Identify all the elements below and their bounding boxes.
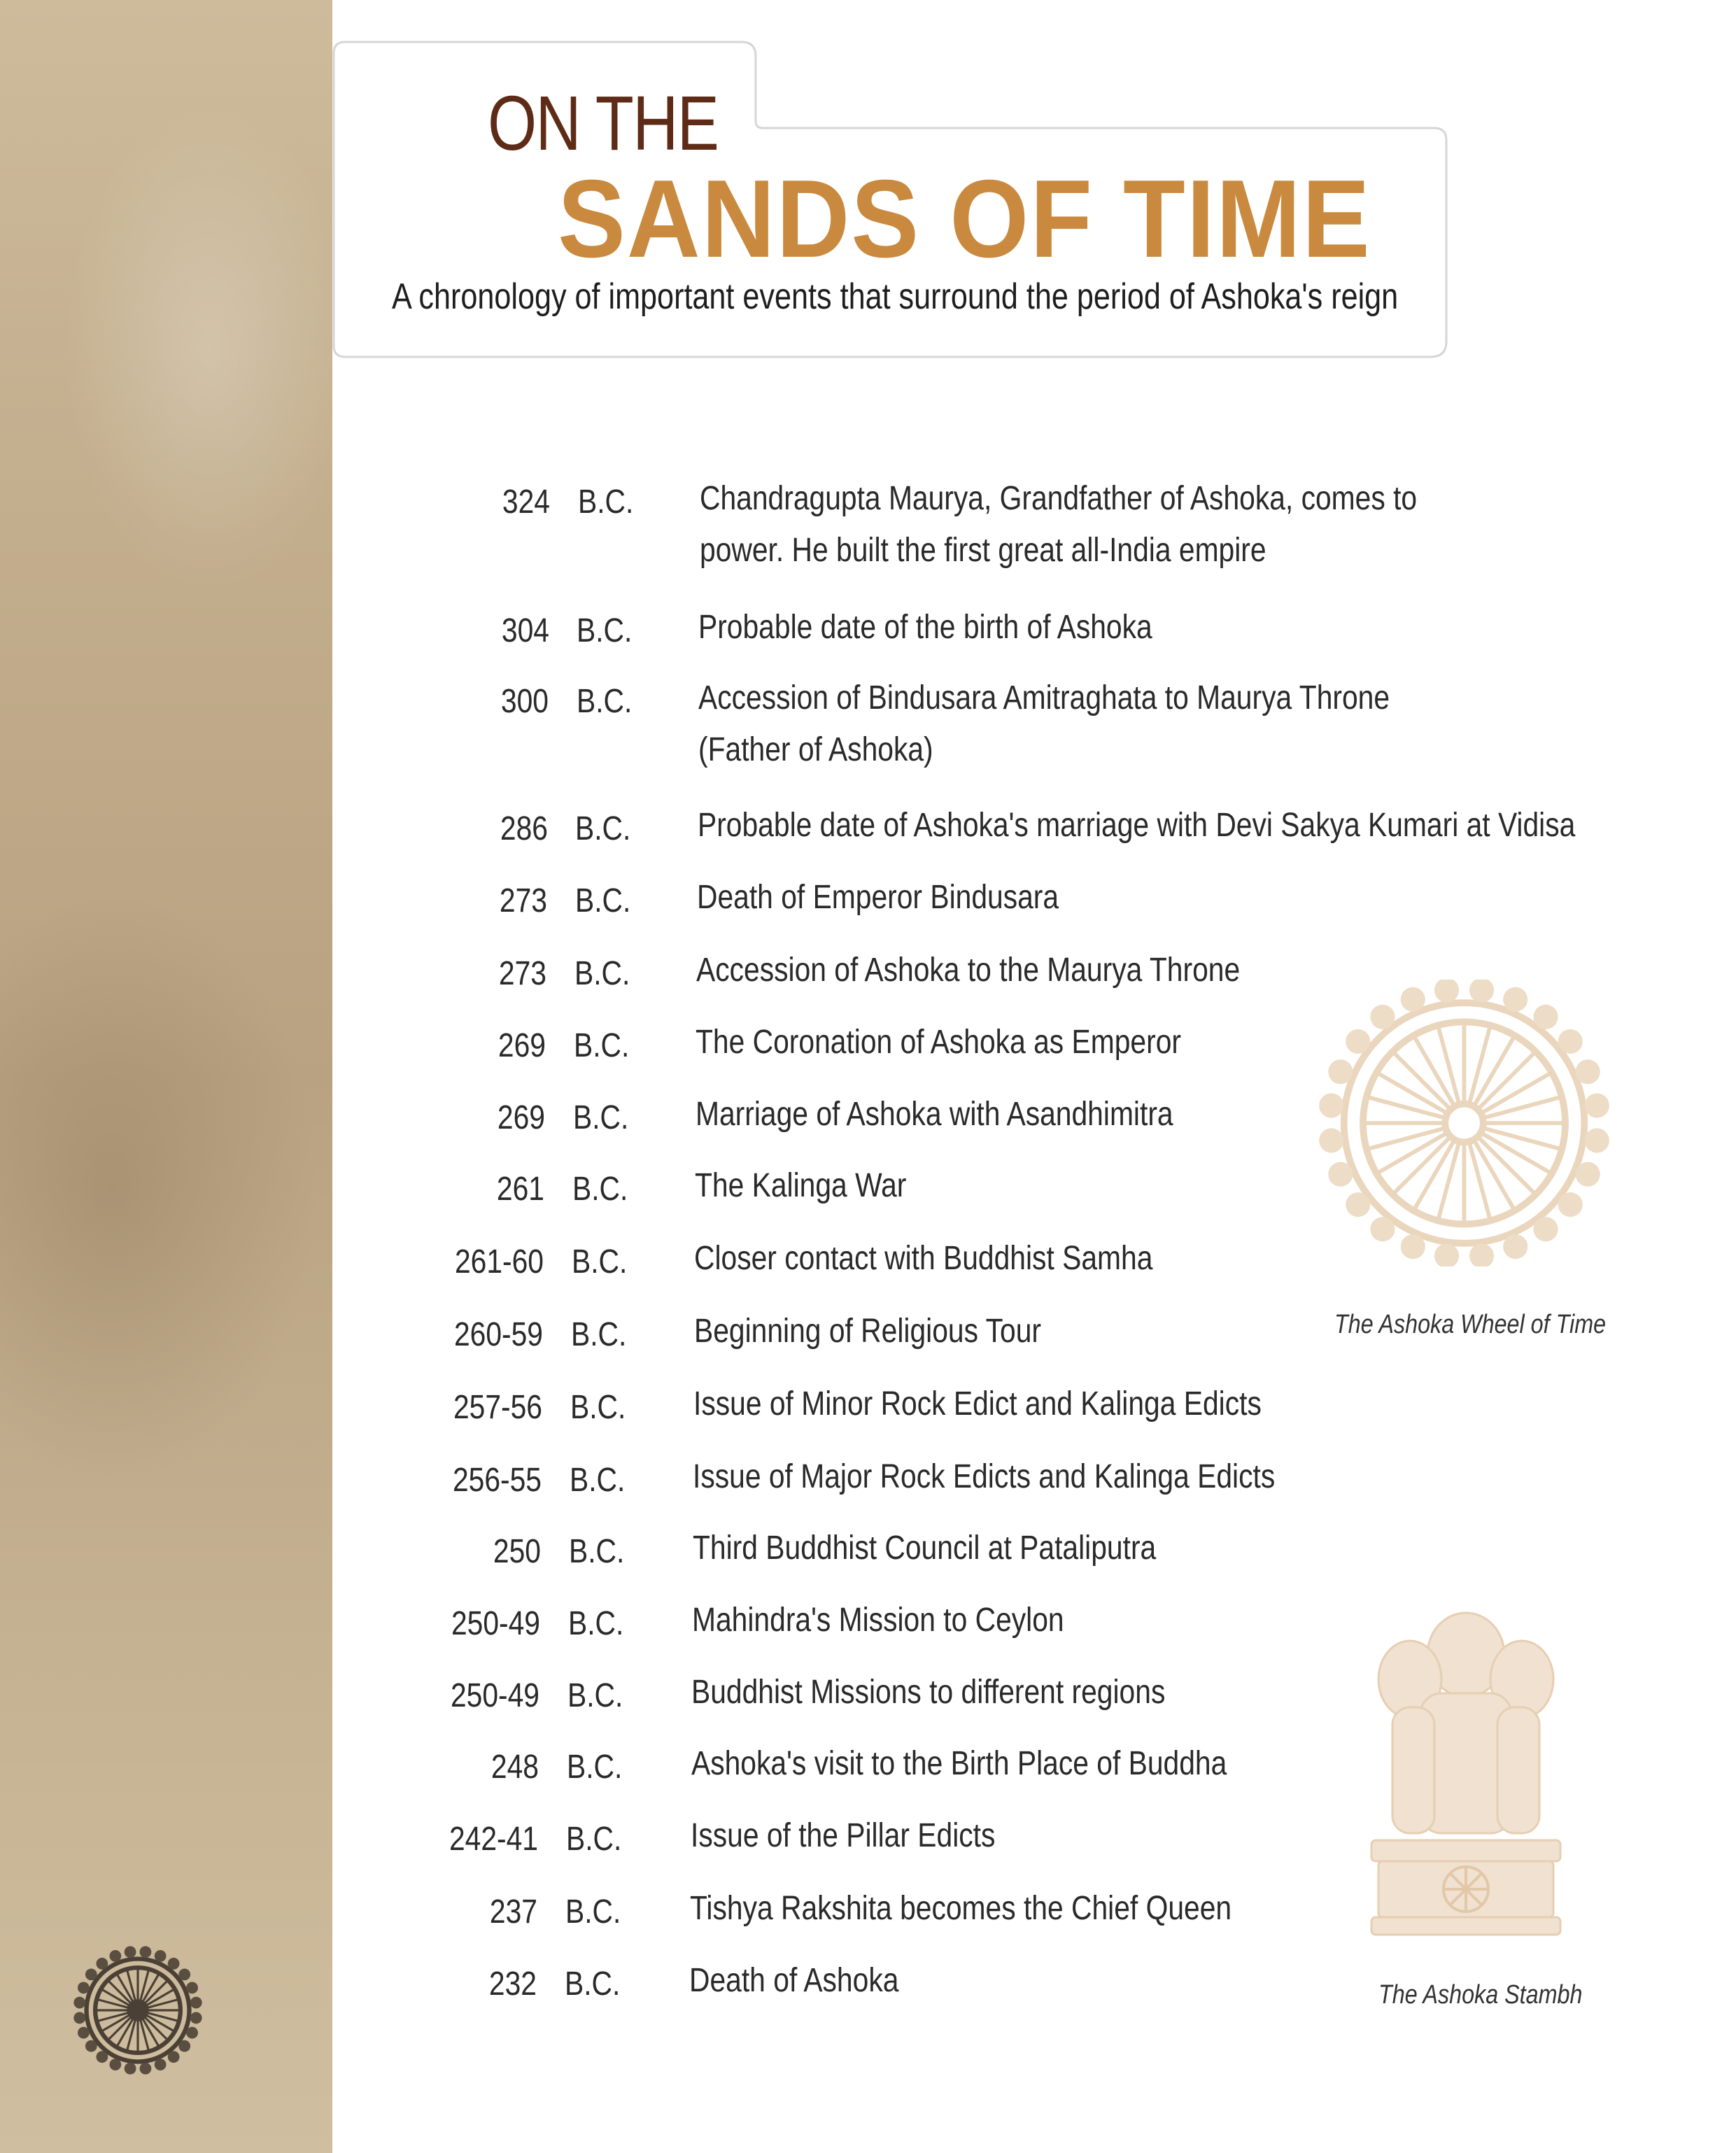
timeline-event: Ashoka's visit to the Birth Place of Buddha bbox=[691, 1745, 1227, 1782]
title-panel bbox=[332, 41, 1448, 359]
timeline-event: Third Buddhist Council at Pataliputra bbox=[693, 1530, 1157, 1567]
timeline-year: 237 bbox=[489, 1893, 537, 1930]
timeline-era: B.C. bbox=[574, 955, 630, 992]
decorative-sidebar bbox=[0, 0, 332, 2153]
timeline-year: 256-55 bbox=[452, 1462, 542, 1499]
timeline-event: Death of Ashoka bbox=[689, 1962, 899, 1999]
timeline-era: B.C. bbox=[575, 810, 631, 847]
timeline-year: 248 bbox=[491, 1749, 539, 1786]
timeline-era: B.C. bbox=[578, 483, 634, 521]
timeline-year: 250-49 bbox=[450, 1677, 539, 1714]
timeline-era: B.C. bbox=[575, 882, 631, 919]
timeline-era: B.C. bbox=[567, 1749, 623, 1786]
timeline-event: Probable date of the birth of Ashoka bbox=[698, 609, 1152, 646]
timeline-era: B.C. bbox=[567, 1677, 623, 1714]
timeline-era: B.C. bbox=[565, 1893, 621, 1930]
timeline-event: Beginning of Religious Tour bbox=[694, 1313, 1041, 1350]
timeline-era: B.C. bbox=[570, 1389, 626, 1426]
timeline-event: The Coronation of Ashoka as Emperor bbox=[696, 1024, 1181, 1061]
timeline-era: B.C. bbox=[573, 1099, 629, 1136]
timeline-event: Chandragupta Maurya, Grandfather of Ashoka, comes to power. He built the first great all-India empire bbox=[700, 480, 1418, 569]
timeline-year: 273 bbox=[498, 955, 546, 992]
page-subtitle: A chronology of important events that surround the period of Ashoka's reign bbox=[392, 276, 1399, 317]
timeline-year: 324 bbox=[502, 483, 550, 521]
timeline-era: B.C. bbox=[570, 1462, 626, 1499]
timeline-year: 269 bbox=[497, 1027, 546, 1064]
timeline-event: Issue of the Pillar Edicts bbox=[691, 1817, 996, 1854]
timeline-year: 300 bbox=[500, 683, 549, 720]
timeline-event: Issue of Major Rock Edicts and Kalinga Edicts bbox=[693, 1458, 1276, 1495]
timeline-event: Tishya Rakshita becomes the Chief Queen bbox=[690, 1890, 1232, 1927]
timeline-year: 232 bbox=[488, 1965, 537, 2003]
timeline-event: Closer contact with Buddhist Samha bbox=[694, 1240, 1153, 1277]
timeline-year: 261 bbox=[496, 1171, 544, 1208]
stambh-caption: The Ashoka Stambh bbox=[1378, 1980, 1583, 2010]
timeline-year: 286 bbox=[500, 810, 548, 847]
timeline-era: B.C. bbox=[571, 1316, 627, 1353]
timeline-era: B.C. bbox=[569, 1533, 625, 1570]
timeline-era: B.C. bbox=[577, 683, 633, 720]
timeline-era: B.C. bbox=[566, 1821, 622, 1858]
timeline-year: 260-59 bbox=[453, 1316, 543, 1353]
timeline-era: B.C. bbox=[565, 1965, 621, 2003]
timeline-year: 250 bbox=[493, 1533, 541, 1570]
timeline-year: 273 bbox=[499, 882, 547, 919]
ashoka-chakra-icon bbox=[64, 1937, 211, 2084]
timeline-year: 257-56 bbox=[453, 1389, 542, 1426]
timeline-year: 250-49 bbox=[451, 1605, 540, 1642]
timeline-event: Mahindra's Mission to Ceylon bbox=[692, 1602, 1064, 1639]
ashoka-wheel-watermark-icon bbox=[1298, 980, 1630, 1266]
timeline-event: Probable date of Ashoka's marriage with Devi Sakya Kumari at Vidisa bbox=[698, 807, 1576, 844]
timeline-era: B.C. bbox=[572, 1171, 628, 1208]
timeline-event: Accession of Ashoka to the Maurya Throne bbox=[696, 952, 1241, 989]
page-title: SANDS OF TIME bbox=[558, 157, 1371, 281]
wheel-caption: The Ashoka Wheel of Time bbox=[1334, 1310, 1607, 1339]
timeline-event: Buddhist Missions to different regions bbox=[691, 1674, 1166, 1711]
timeline-event: The Kalinga War bbox=[695, 1167, 907, 1204]
timeline-era: B.C. bbox=[572, 1243, 628, 1280]
lion-capital-watermark-icon bbox=[1350, 1588, 1581, 1952]
timeline-era: B.C. bbox=[574, 1027, 630, 1064]
title-top: ON THE bbox=[488, 80, 719, 167]
timeline-year: 304 bbox=[501, 612, 549, 649]
timeline-event: Accession of Bindusara Amitraghata to Maurya Throne (Father of Ashoka) bbox=[698, 679, 1390, 768]
timeline-year: 242-41 bbox=[449, 1821, 538, 1858]
timeline-event: Death of Emperor Bindusara bbox=[697, 879, 1059, 916]
timeline-event: Issue of Minor Rock Edict and Kalinga Edicts bbox=[693, 1385, 1262, 1423]
timeline-year: 261-60 bbox=[454, 1243, 544, 1280]
timeline-era: B.C. bbox=[568, 1605, 624, 1642]
timeline-era: B.C. bbox=[577, 612, 633, 649]
timeline-year: 269 bbox=[497, 1099, 545, 1136]
timeline-event: Marriage of Ashoka with Asandhimitra bbox=[696, 1096, 1173, 1133]
